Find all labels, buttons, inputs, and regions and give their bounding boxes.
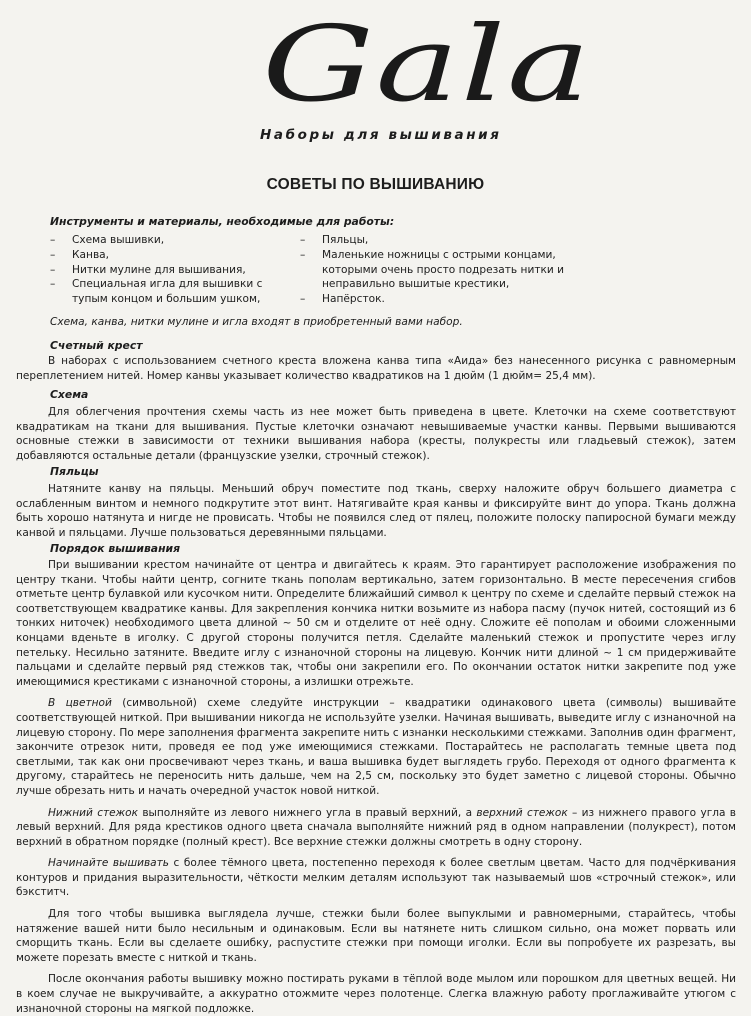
brand-subtitle: Наборы для вышивания [260,127,502,143]
tools-list-right [300,233,590,307]
list-item: – Нитки мулине для вышивания, [50,263,246,276]
list-item: – Канва, [50,248,110,261]
paragraph: Начинайте вышивать с более тёмного цвета, постепенно переходя к более светлым цветам. Часто для подчёркивания контуров и придания выразительности, чёткости мелким деталям используют так называемый шов «строчный стежок», или бэкститч. [16,857,736,899]
list-item: – Пяльцы, [300,234,369,246]
paragraph: Для облегчения прочтения схемы часть из нее может быть приведена в цвете. Клеточки на схеме соответствуют квадратикам на ткани для вышивания. Пустые клеточки означают невышиваемые участки канвы. Первыми вышиваются основные стежки в зависимости от техники вышивания набора (кресты, полукресты или гладьевый стежок), затем добавляются остальные детали (французские узелки, строчный стежок). [16,406,736,462]
paragraph: После окончания работы вышивку можно постирать руками в тёплой воде мылом или порошком для цветных вещей. Ни в коем случае не выкручивайте, а аккуратно отожмите через полотенце. Слегка влажную работу проглаживайте утюгом с изнаночной стороны на мягкой подложке. [16,973,736,1015]
section-text-counted-cross [16,354,736,383]
list-item: – Схема вышивки, [50,234,165,246]
brand-logo: Gala [262,3,592,125]
section-text-order [16,558,736,1016]
section-heading-order: Порядок вышивания [50,542,181,555]
tools-list-left [50,233,300,307]
list-item: – Маленькие ножницы с острыми концами, которыми очень просто подрезать нитки и неправильно вышитые крестики, [300,248,565,291]
page-title: СОВЕТЫ ПО ВЫШИВАНИЮ [266,176,485,193]
list-item: – Напёрсток. [300,293,385,306]
tools-heading: Инструменты и материалы, необходимые для работы: [50,215,395,228]
list-item: – Специальная игла для вышивки с тупым концом и большим ушком, [50,278,263,306]
paragraph: В цветной (символьной) схеме следуйте инструкции – квадратики одинакового цвета (символы) вышивайте соответствующей ниткой. При вышивании никогда не используйте узелки. Начиная вышивать, выведите иглу с изнаночной на лицевую сторону. По мере заполнения фрагмента закрепите нить с изнанки несколькими стежками. Заполнив один фрагмент, закончите отрезок нити, проведя ее под уже имеющимися стежками. Постарайтесь не располагать темные цвета под светлыми, так как они просвечивают через ткань, и ваша вышивка будет выглядеть грубо. Переходя от одного фрагмента к другому, старайтесь не переносить нить дальше, чем на 2,5 см, поскольку это будет заметно с лицевой стороны. Обычно лучше обрезать нить и начать очередной участок новой ниткой. [16,697,736,797]
section-text-hoops [16,482,736,540]
section-heading-counted-cross: Счетный крест [50,339,143,352]
tools-note: Схема, канва, нитки мулине и игла входят в приобретенный вами набор. [50,316,463,328]
section-text-scheme [16,405,736,463]
paragraph: При вышивании крестом начинайте от центра и двигайтесь к краям. Это гарантирует расположение изображения по центру ткани. Чтобы найти центр, согните ткань пополам вертикально, затем горизонтально. В месте пересечения сгибов отметьте центр булавкой или кусочком нити. Определите ближайший символ к центру по схеме и сделайте первый стежок на соответствующем квадратике канвы. Для закрепления кончика нитки возьмите из набора пасму (пучок нитей, состоящий из 6 тонких ниточек) необходимого цвета длиной ~ 50 см и отделите от неё одну. Сложите её пополам и обоими сложенными концами вденьте в иголку. С другой стороны получится петля. Сделайте маленький стежок и пропустите через иглу петельку. Несильно затяните. Введите иглу с изнаночной стороны на лицевую. Кончик нити длиной ~ 1 см придерживайте пальцами и сделайте первый ряд стежков так, чтобы они закрепили его. По окончании остаток нитки закрепите под уже имеющимися крестиками с изнаночной стороны, а излишки отрежьте. [16,559,736,688]
paragraph: Натяните канву на пяльцы. Меньший обруч поместите под ткань, сверху наложите обруч большего диаметра с ослабленным винтом и немного подкрутите этот винт. Натягивайте края канвы и фиксируйте винт до упора. Ткань должна быть хорошо натянута и нигде не провисать. Чтобы не появился след от пялец, положите полоску папиросной бумаги между канвой и пяльцами. Лучше пользоваться деревянными пяльцами. [16,483,736,539]
section-heading-scheme: Схема [50,388,89,401]
section-heading-hoops: Пяльцы [50,465,99,478]
paragraph: Для того чтобы вышивка выглядела лучше, стежки были более выпуклыми и равномерными, старайтесь, чтобы натяжение вашей нити было несильным и одинаковым. Если вы натянете нить слишком сильно, она может порвать или сморщить ткань. Если вы сделаете ошибку, распустите стежки при помощи иголки. Если вы попробуете их разрезать, вы можете порезать вместе с ниткой и ткань. [16,908,736,964]
paragraph: В наборах с использованием счетного креста вложена канва типа «Аида» без нанесенного рисунка с равномерным переплетением нитей. Номер канвы указывает количество квадратиков на 1 дюйм (1 дюйм= 25,4 мм). [16,355,736,382]
paragraph: Нижний стежок выполняйте из левого нижнего угла в правый верхний, а верхний стежок – из нижнего правого угла в левый верхний. Для ряда крестиков одного цвета сначала выполняйте нижний ряд в одном направлении (полукрест), потом верхний в обратном порядке (полный крест). Все верхние стежки должны смотреть в одну сторону. [16,806,736,848]
